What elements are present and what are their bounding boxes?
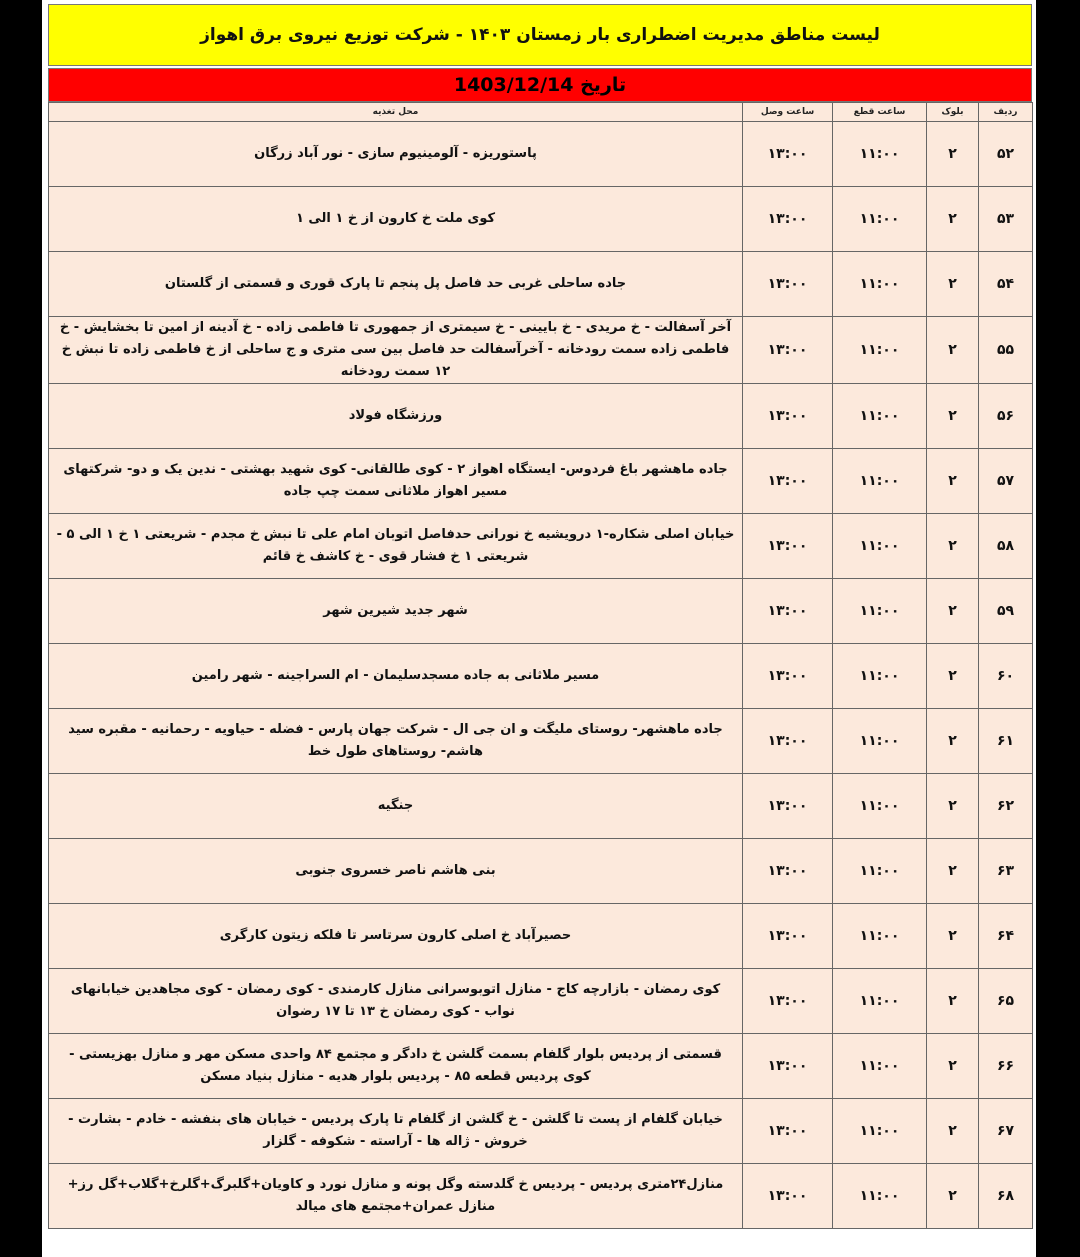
block-cell: ۲ — [927, 709, 979, 774]
row-number-cell: ۵۹ — [979, 579, 1033, 644]
date-bar: تاریخ 1403/12/14 — [48, 68, 1032, 102]
block-cell: ۲ — [927, 1099, 979, 1164]
connect-time-cell: ۱۳:۰۰ — [743, 579, 833, 644]
table-row — [49, 1099, 1033, 1164]
header-location: محل تغذیه — [49, 103, 743, 122]
connect-time-cell: ۱۳:۰۰ — [743, 317, 833, 384]
connect-time-cell: ۱۳:۰۰ — [743, 122, 833, 187]
location-cell: کوی ملت خ کارون از خ ۱ الی ۱ — [49, 187, 743, 252]
location-cell: کوی رمضان - بازارچه کاج - منازل اتوبوسرانی منازل کارمندی - کوی رمضان - کوی مجاهدین خیابانهای نواب - کوی رمضان خ ۱۳ تا ۱۷ رضوان — [49, 969, 743, 1034]
cut-time-cell: ۱۱:۰۰ — [833, 709, 927, 774]
connect-time-cell: ۱۳:۰۰ — [743, 449, 833, 514]
cut-time-cell: ۱۱:۰۰ — [833, 1164, 927, 1229]
row-number-cell: ۶۳ — [979, 839, 1033, 904]
row-number-cell: ۵۲ — [979, 122, 1033, 187]
block-cell: ۲ — [927, 252, 979, 317]
table-row — [49, 839, 1033, 904]
connect-time-cell: ۱۳:۰۰ — [743, 514, 833, 579]
block-cell: ۲ — [927, 644, 979, 709]
connect-time-cell: ۱۳:۰۰ — [743, 709, 833, 774]
row-number-cell: ۶۷ — [979, 1099, 1033, 1164]
row-number-cell: ۶۴ — [979, 904, 1033, 969]
block-cell: ۲ — [927, 1164, 979, 1229]
block-cell: ۲ — [927, 449, 979, 514]
connect-time-cell: ۱۳:۰۰ — [743, 839, 833, 904]
location-cell: جاده ماهشهر باغ فردوس- ایستگاه اهواز ۲ - کوی طالقانی- کوی شهید بهشتی - ندین یک و دو- شرکتهای مسیر اهواز ملاثانی سمت چپ جاده — [49, 449, 743, 514]
cut-time-cell: ۱۱:۰۰ — [833, 579, 927, 644]
table-row — [49, 252, 1033, 317]
table-row — [49, 579, 1033, 644]
location-cell: ورزشگاه فولاد — [49, 384, 743, 449]
table-row — [49, 904, 1033, 969]
table-row — [49, 514, 1033, 579]
location-cell: جاده ساحلی غربی حد فاصل پل پنجم تا پارک قوری و قسمتی از گلستان — [49, 252, 743, 317]
cut-time-cell: ۱۱:۰۰ — [833, 774, 927, 839]
block-cell: ۲ — [927, 384, 979, 449]
cut-time-cell: ۱۱:۰۰ — [833, 839, 927, 904]
block-cell: ۲ — [927, 969, 979, 1034]
row-number-cell: ۶۵ — [979, 969, 1033, 1034]
connect-time-cell: ۱۳:۰۰ — [743, 1099, 833, 1164]
cut-time-cell: ۱۱:۰۰ — [833, 514, 927, 579]
row-number-cell: ۶۲ — [979, 774, 1033, 839]
cut-time-cell: ۱۱:۰۰ — [833, 644, 927, 709]
connect-time-cell: ۱۳:۰۰ — [743, 774, 833, 839]
row-number-cell: ۵۷ — [979, 449, 1033, 514]
block-cell: ۲ — [927, 839, 979, 904]
block-cell: ۲ — [927, 317, 979, 384]
table-row — [49, 122, 1033, 187]
table-row — [49, 969, 1033, 1034]
table-row — [49, 709, 1033, 774]
connect-time-cell: ۱۳:۰۰ — [743, 384, 833, 449]
table-row — [49, 384, 1033, 449]
table-row — [49, 1164, 1033, 1229]
page-title: لیست مناطق مدیریت اضطراری بار زمستان ۱۴۰۳ - شرکت توزیع نیروی برق اهواز — [48, 4, 1032, 66]
location-cell: آخر آسفالت - خ مریدی - خ بایینی - خ سیمتری از جمهوری تا فاطمی زاده - خ آدینه از امین تا بخشایش - خ فاطمی زاده سمت رودخانه - آخرآسفالت حد فاصل بین سی متری و ج ساحلی از خ فاطمی زاده تا نبش خ ۱۲ سمت رودخانه — [49, 317, 743, 384]
location-cell: جنگیه — [49, 774, 743, 839]
row-number-cell: ۵۸ — [979, 514, 1033, 579]
table-header-row — [49, 103, 1033, 122]
cut-time-cell: ۱۱:۰۰ — [833, 969, 927, 1034]
cut-time-cell: ۱۱:۰۰ — [833, 384, 927, 449]
location-cell: منازل۲۴متری پردیس - پردیس خ گلدسته وگل پونه و منازل نورد و کاویان+گلبرگ+گلرخ+گلاب+گل رز+ منازل عمران+مجتمع های میالد — [49, 1164, 743, 1229]
row-number-cell: ۶۱ — [979, 709, 1033, 774]
location-cell: جاده ماهشهر- روستای ملیگت و ان جی ال - شرکت جهان پارس - فضله - حیاویه - رحمانیه - مقبره سید هاشم- روستاهای طول خط — [49, 709, 743, 774]
table-row — [49, 1034, 1033, 1099]
header-cut-time: ساعت قطع — [833, 103, 927, 122]
row-number-cell: ۶۰ — [979, 644, 1033, 709]
block-cell: ۲ — [927, 514, 979, 579]
outage-table — [48, 102, 1033, 1229]
block-cell: ۲ — [927, 579, 979, 644]
document-sheet — [42, 0, 1036, 1257]
row-number-cell: ۵۵ — [979, 317, 1033, 384]
connect-time-cell: ۱۳:۰۰ — [743, 187, 833, 252]
header-row-number: ردیف — [979, 103, 1033, 122]
location-cell: شهر جدید شیرین شهر — [49, 579, 743, 644]
location-cell: حصیرآباد خ اصلی کارون سرتاسر تا فلکه زیتون کارگری — [49, 904, 743, 969]
block-cell: ۲ — [927, 1034, 979, 1099]
table-row — [49, 317, 1033, 384]
row-number-cell: ۶۸ — [979, 1164, 1033, 1229]
block-cell: ۲ — [927, 122, 979, 187]
header-connect-time: ساعت وصل — [743, 103, 833, 122]
row-number-cell: ۵۶ — [979, 384, 1033, 449]
connect-time-cell: ۱۳:۰۰ — [743, 1034, 833, 1099]
block-cell: ۲ — [927, 904, 979, 969]
connect-time-cell: ۱۳:۰۰ — [743, 904, 833, 969]
location-cell: بنی هاشم ناصر خسروی جنوبی — [49, 839, 743, 904]
connect-time-cell: ۱۳:۰۰ — [743, 644, 833, 709]
cut-time-cell: ۱۱:۰۰ — [833, 122, 927, 187]
cut-time-cell: ۱۱:۰۰ — [833, 317, 927, 384]
connect-time-cell: ۱۳:۰۰ — [743, 252, 833, 317]
cut-time-cell: ۱۱:۰۰ — [833, 904, 927, 969]
table-row — [49, 644, 1033, 709]
block-cell: ۲ — [927, 774, 979, 839]
row-number-cell: ۵۴ — [979, 252, 1033, 317]
table-row — [49, 774, 1033, 839]
block-cell: ۲ — [927, 187, 979, 252]
location-cell: خیابان گلفام از پست تا گلشن - خ گلشن از گلفام تا پارک پردیس - خیابان های بنفشه - خادم - بشارت - خروش - ژاله ها - آراسته - شکوفه - گلزار — [49, 1099, 743, 1164]
row-number-cell: ۵۳ — [979, 187, 1033, 252]
location-cell: خیابان اصلی شکاره-۱ درویشیه خ نورانی حدفاصل اتوبان امام علی تا نبش خ مجدم - شریعتی ۱ خ ۱ الی ۵ - شریعتی ۱ خ فشار قوی - خ کاشف خ قائم — [49, 514, 743, 579]
header-block: بلوک — [927, 103, 979, 122]
row-number-cell: ۶۶ — [979, 1034, 1033, 1099]
cut-time-cell: ۱۱:۰۰ — [833, 1034, 927, 1099]
cut-time-cell: ۱۱:۰۰ — [833, 1099, 927, 1164]
table-row — [49, 449, 1033, 514]
connect-time-cell: ۱۳:۰۰ — [743, 969, 833, 1034]
table-row — [49, 187, 1033, 252]
location-cell: مسیر ملاثانی به جاده مسجدسلیمان - ام السراجینه - شهر رامین — [49, 644, 743, 709]
connect-time-cell: ۱۳:۰۰ — [743, 1164, 833, 1229]
location-cell: پاستوریزه - آلومینیوم سازی - نور آباد زرگان — [49, 122, 743, 187]
cut-time-cell: ۱۱:۰۰ — [833, 449, 927, 514]
cut-time-cell: ۱۱:۰۰ — [833, 187, 927, 252]
cut-time-cell: ۱۱:۰۰ — [833, 252, 927, 317]
location-cell: قسمتی از پردیس بلوار گلفام بسمت گلشن خ دادگر و مجتمع ۸۴ واحدی مسکن مهر و منازل بهزیستی - کوی پردیس قطعه ۸۵ - پردیس بلوار هدیه - منازل بنیاد مسکن — [49, 1034, 743, 1099]
